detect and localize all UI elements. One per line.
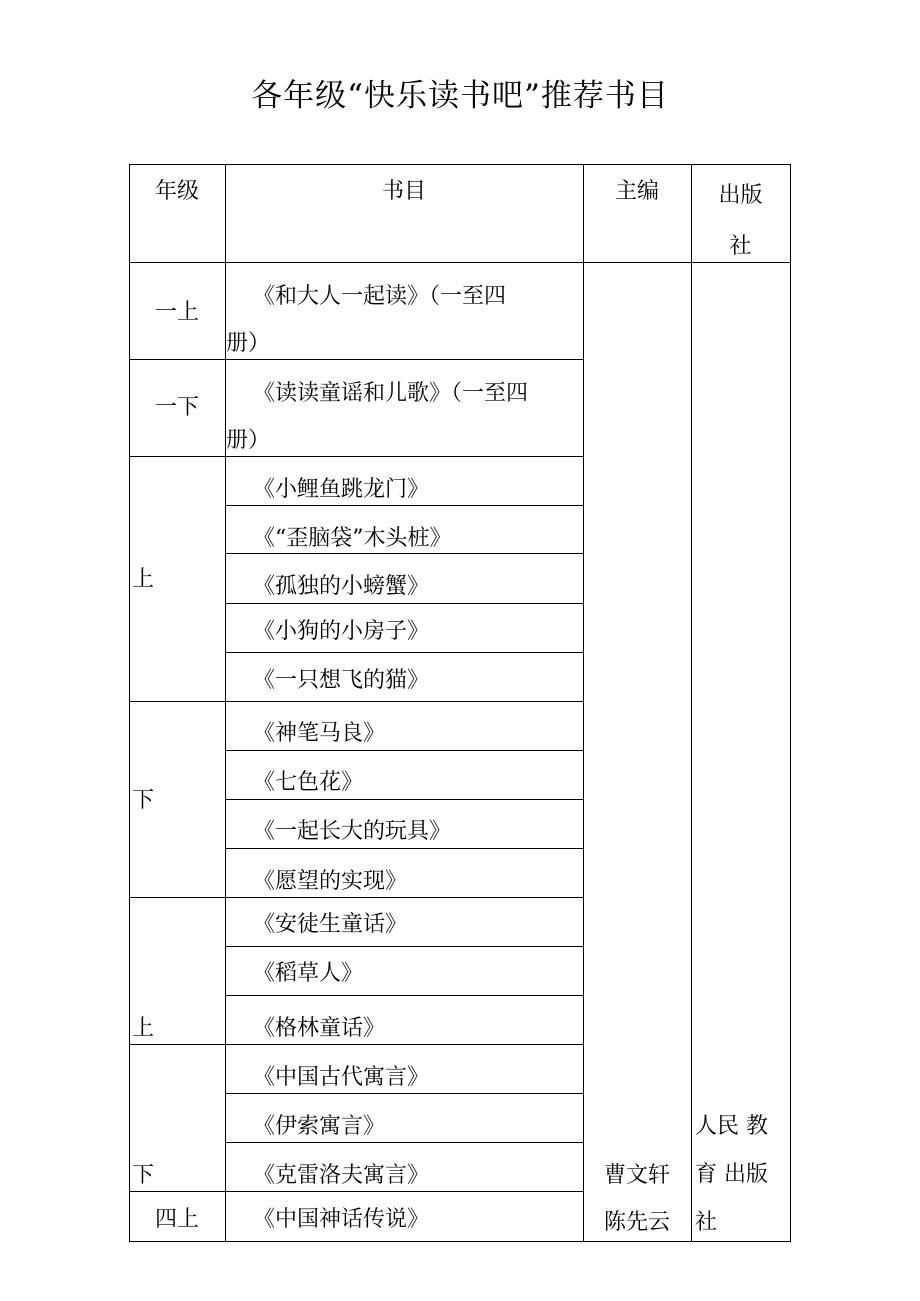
book-title: 《七色花》: [253, 770, 364, 795]
grade-label: 下: [132, 788, 155, 813]
book-title: 《稻草人》: [253, 961, 364, 986]
book-title: 《小鲤鱼跳龙门》: [253, 477, 430, 502]
book-title: 《格林童话》: [253, 1016, 386, 1041]
grade-label: 一上: [154, 300, 199, 325]
row-divider: [225, 456, 584, 457]
publisher-name: 育 出版: [695, 1162, 768, 1187]
book-title: 《小狗的小房子》: [253, 619, 430, 644]
column-divider: [583, 164, 584, 1242]
book-title: 《一起长大的玩具》: [253, 819, 452, 844]
book-title: 《孤独的小螃蟹》: [253, 574, 430, 599]
book-title: 《读读童谣和儿歌》（一至四: [253, 381, 529, 406]
header-publisher: 社: [729, 234, 752, 259]
book-title: 册）: [226, 331, 271, 356]
grade-label: 四上: [154, 1207, 199, 1232]
grade-divider: [129, 359, 226, 360]
book-title: 《克雷洛夫寓言》: [253, 1163, 430, 1188]
book-title: 《伊索寓言》: [253, 1114, 386, 1139]
grade-divider: [129, 701, 226, 702]
grade-divider: [129, 456, 226, 457]
book-title: 《神笔马良》: [253, 721, 386, 746]
header-grade: 年级: [154, 179, 199, 204]
grade-label: 上: [132, 1016, 155, 1041]
book-title: 册）: [226, 428, 271, 453]
column-divider: [790, 164, 791, 1242]
grade-divider: [129, 897, 226, 898]
book-title: 《和大人一起读》（一至四: [253, 284, 507, 309]
row-divider: [225, 359, 584, 360]
book-title: 《一只想飞的猫》: [253, 668, 430, 693]
header-editor: 主编: [614, 179, 659, 204]
page-title: 各年级“快乐读书吧”推荐书目: [251, 78, 669, 114]
editor-name: 陈先云: [603, 1210, 670, 1235]
book-title: 《中国古代寓言》: [253, 1065, 430, 1090]
column-divider: [691, 164, 692, 1242]
header-books: 书目: [381, 179, 426, 204]
book-title: 《中国神话传说》: [253, 1207, 430, 1232]
book-title: 《愿望的实现》: [253, 869, 408, 894]
publisher-name: 社: [695, 1210, 718, 1235]
grade-label: 下: [132, 1163, 155, 1188]
header-publisher: 出版: [718, 183, 763, 208]
book-title: 《安徒生童话》: [253, 912, 408, 937]
book-title: 《“歪脑袋”木头桩》: [253, 526, 452, 551]
grade-label: 一下: [154, 395, 199, 420]
editor-name: 曹文轩: [603, 1163, 670, 1188]
publisher-name: 人民 教: [695, 1114, 768, 1139]
grade-label: 上: [132, 567, 155, 592]
